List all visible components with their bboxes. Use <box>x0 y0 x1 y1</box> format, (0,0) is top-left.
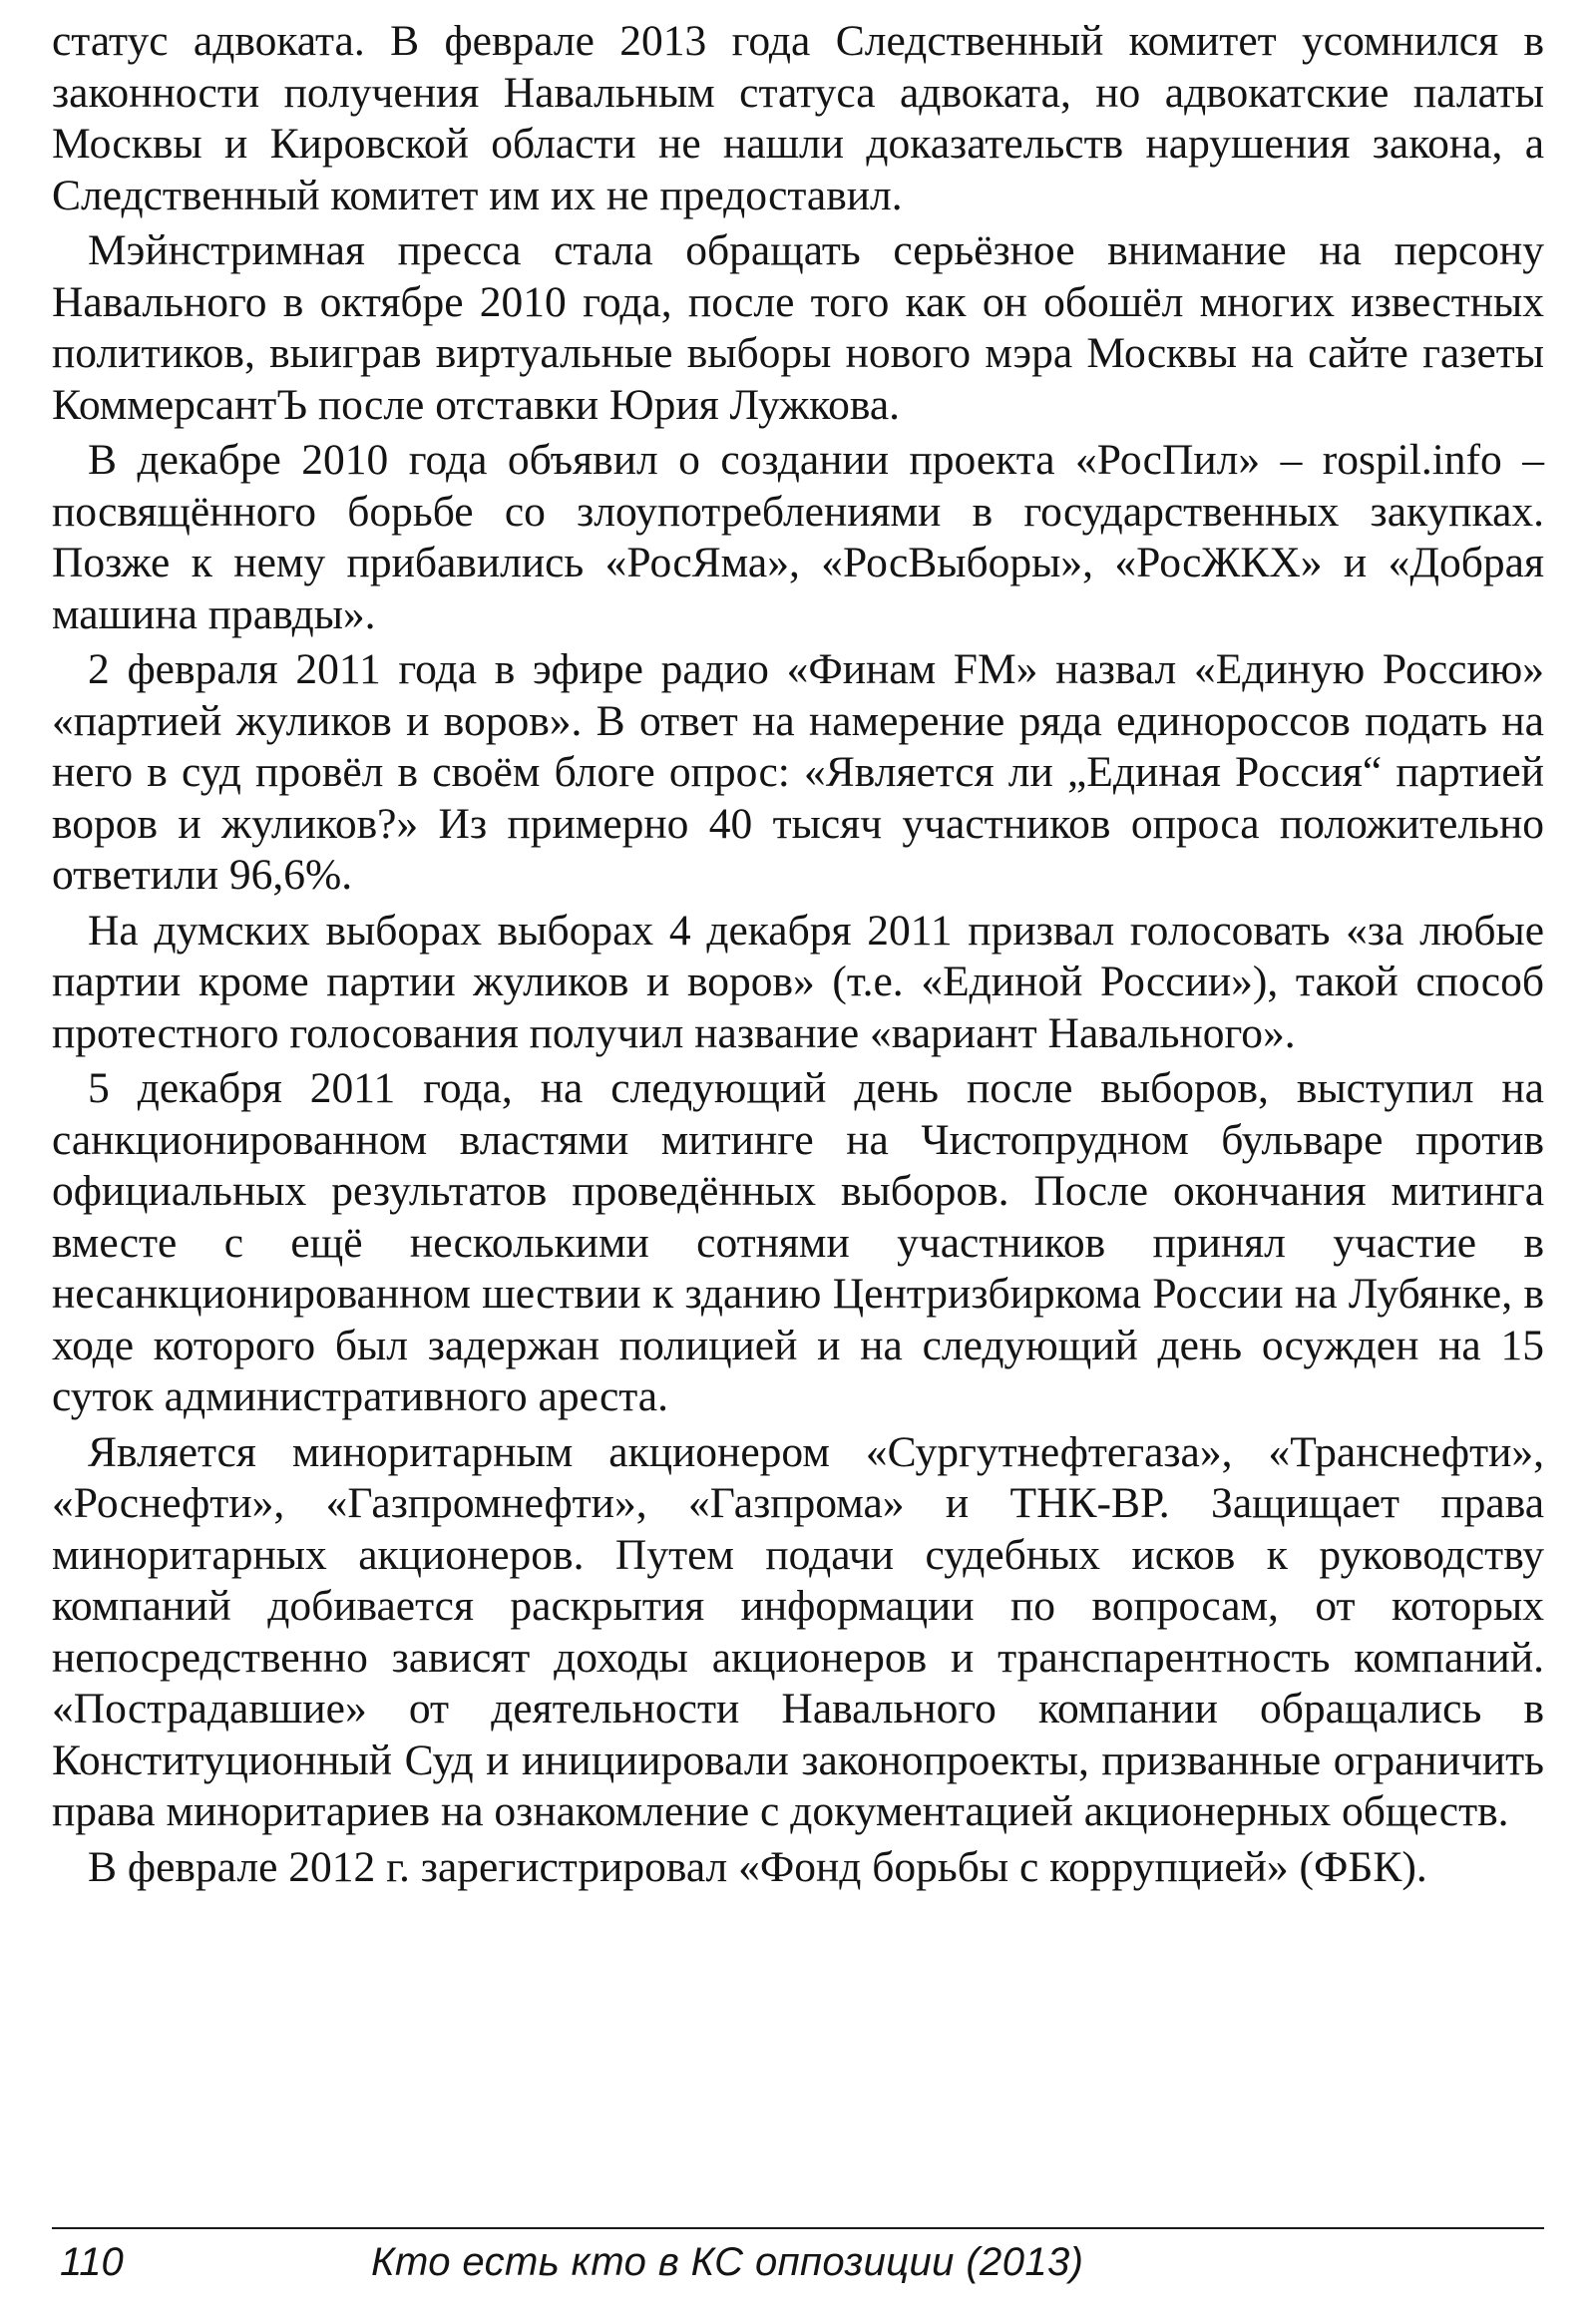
paragraph-rospil: В декабре 2010 года объявил о создании проекта «РосПил» – rospil.info – посвящённого борьбе со злоупотреблениями в государственных закупках. Позже к нему прибавились «РосЯма», «РосВыборы», «РосЖКХ» и «Добрая машина правды». <box>52 436 1544 638</box>
paragraph-december-rally: 5 декабря 2011 года, на следующий день после выборов, выступил на санкционированном властями митинге на Чистопрудном бульваре против официальных результатов проведённых выборов. После окончания митинга вместе с ещё несколькими сотнями участников принял участие в несанкционированном шествии к зданию Центризбиркома России на Лубянке, в ходе которого был задержан полицией и на следующий день осужден на 15 суток административного ареста. <box>52 1064 1544 1420</box>
page-body <box>52 16 1544 1897</box>
paragraph-minority-shareholder: Является миноритарным акционером «Сургутнефтегаза», «Транснефти», «Роснефти», «Газпромнефти», «Газпрома» и ТНК-ВР. Защищает права миноритарных акционеров. Путем подачи судебных исков к руководству компаний добивается раскрытия информации по вопросам, от которых непосредственно зависят доходы акционеров и транспарентность компаний. «Пострадавшие» от деятельности Навального компании обращались в Конституционный Суд и инициировали законопроекты, призванные ограничить права миноритариев на ознакомление с документацией акционерных обществ. <box>52 1427 1544 1835</box>
paragraph-fbk: В феврале 2012 г. зарегистрировал «Фонд борьбы с коррупцией» (ФБК). <box>88 1842 1427 1891</box>
page-number: 110 <box>60 2240 124 2284</box>
paragraph-mainstream-press: Мэйнстримная пресса стала обращать серьёзное внимание на персону Навального в октябре 2010 года, после того как он обошёл многих известных политиков, выиграв виртуальные выборы нового мэра Москвы на сайте газеты КоммерсантЪ после отставки Юрия Лужкова. <box>52 226 1544 429</box>
paragraph-continuation: статус адвоката. В феврале 2013 года Следственный комитет усомнился в законности получения Навальным статуса адвоката, но адвокатские палаты Москвы и Кировской области не нашли доказательств нарушения закона, а Следственный комитет им их не предоставил. <box>52 17 1544 219</box>
footer-divider <box>52 2227 1544 2229</box>
paragraph-duma-elections: На думских выборах выборах 4 декабря 2011 призвал голосовать «за любые партии кроме партии жуликов и воров» (т.е. «Единой России»), такой способ протестного голосования получил название «вариант Навального». <box>52 906 1544 1057</box>
running-title: Кто есть кто в КС оппозиции (2013) <box>371 2240 1084 2284</box>
paragraph-finam-fm: 2 февраля 2011 года в эфире радио «Финам FM» назвал «Единую Россию» «партией жуликов и воров». В ответ на намерение ряда единороссов подать на него в суд провёл в своём блоге опрос: «Является ли „Единая Россия“ партией воров и жуликов?» Из примерно 40 тысяч участников опроса положительно ответили 96,6%. <box>52 645 1544 899</box>
page-footer <box>52 2234 1544 2294</box>
